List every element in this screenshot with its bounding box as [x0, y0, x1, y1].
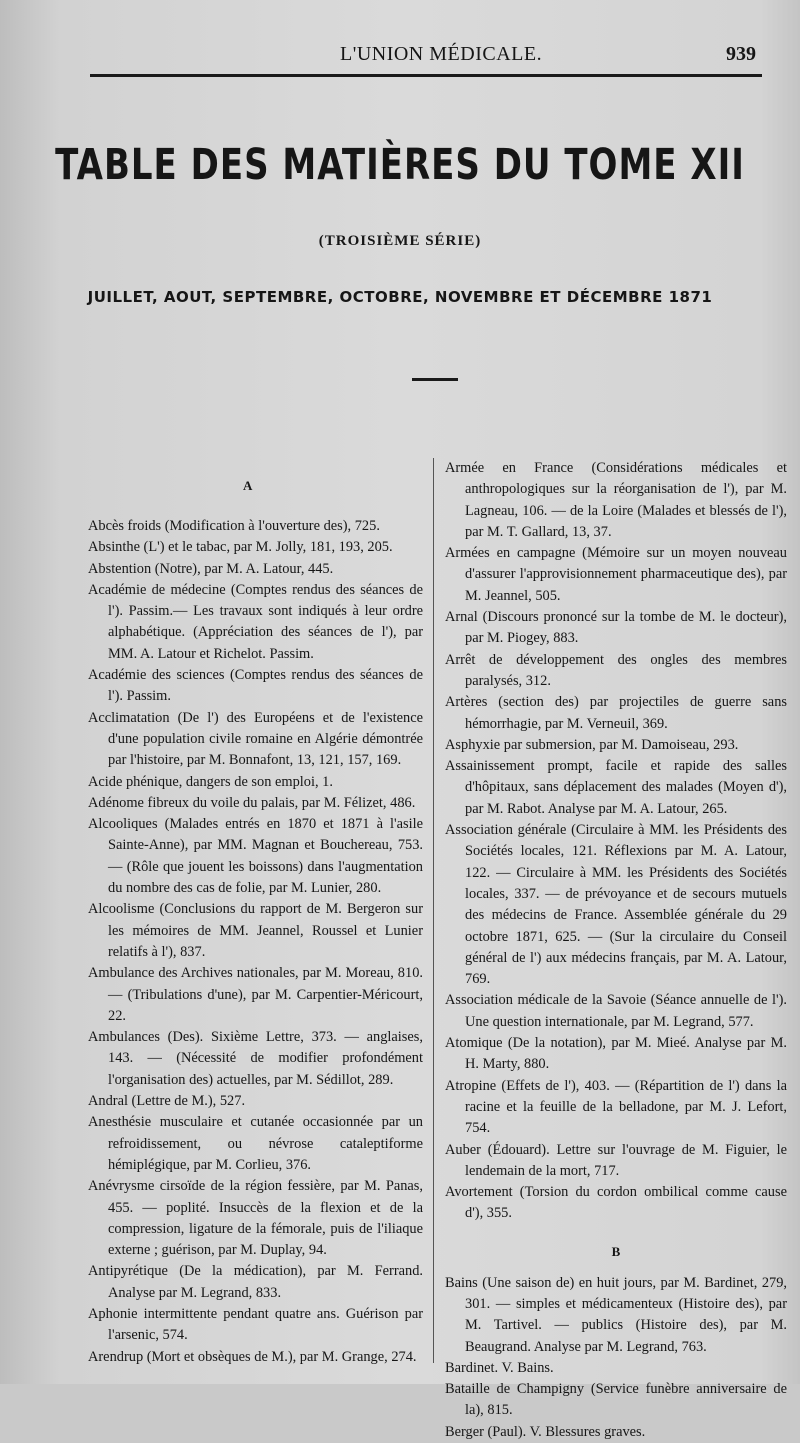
right-entries-b	[445, 1273, 787, 1443]
index-entry: Avortement (Torsion du cordon ombilical comme cause d'), 355.	[445, 1184, 787, 1222]
table-title: TABLE DES MATIÈRES DU TOME XII	[55, 140, 745, 190]
index-entry: Adénome fibreux du voile du palais, par M. Félizet, 486.	[88, 794, 416, 811]
index-entry: Berger (Paul). V. Blessures graves.	[445, 1423, 646, 1440]
index-entry: Absinthe (L') et le tabac, par M. Jolly, 181, 193, 205.	[88, 539, 393, 556]
index-entry: Armées en campagne (Mémoire sur un moyen nouveau d'assurer l'approvisionnement pharmaceutique des), par M. Jeannel, 505.	[445, 545, 787, 604]
index-entry: Alcooliques (Malades entrés en 1870 et 1871 à l'asile Sainte-Anne), par MM. Magnan et Bouchereau, 753. — (Rôle que jouent les boissons) dans l'augmentation du nombre des cas de folie, par M. Lunier, 280.	[88, 816, 423, 897]
index-entry: Arrêt de développement des ongles des membres paralysés, 312.	[445, 651, 787, 689]
title-divider	[412, 378, 458, 381]
index-entry: Acide phénique, dangers de son emploi, 1.	[88, 773, 333, 790]
index-entry: Atropine (Effets de l'), 403. — (Répartition de l') dans la racine et la feuille de la belladone, par M. J. Lefort, 754.	[445, 1077, 787, 1137]
index-entry: Bardinet. V. Bains.	[445, 1359, 554, 1376]
index-entry: Bains (Une saison de) en huit jours, par M. Bardinet, 279, 301. — simples et médicamenteux (Histoire des), par M. Tartivel. — publics (Histoire des), par M. Beaugrand. Analyse par M. Legrand, 763.	[445, 1274, 787, 1355]
right-column	[445, 458, 787, 1443]
index-entry: Association générale (Circulaire à MM. les Présidents des Sociétés locales, 121. Réflexions par M. A. Latour, 122. — Circulaire à MM. les Présidents des Sociétés locales, 337. — de prévoyance et de secours mutuels des médecins de France. Assemblée générale du 29 octobre 1871, 625. — (Sur la circulaire du Conseil général de l') aux médecins français, par M. A. Latour, 769.	[445, 822, 787, 988]
index-entry: Acclimatation (De l') des Européens et de l'existence d'une population civile romaine en Algérie démontrée par l'histoire, par M. Bonnafont, 13, 121, 157, 169.	[88, 709, 423, 769]
index-entry: Anévrysme cirsoïde de la région fessière, par M. Panas, 455. — poplité. Insuccès de la flexion et de la compression, ligature de la fémorale, puis de l'iliaque externe ; guérison, par M. Duplay, 94.	[88, 1178, 423, 1259]
index-entry: Armée en France (Considérations médicales et anthropologiques sur la réorganisation de l'), par M. Lagneau, 106. — de la Loire (Malades et blessés de l'), par M. T. Gallard, 13, 37.	[445, 460, 787, 540]
period-subtitle: JUILLET, AOUT, SEPTEMBRE, OCTOBRE, NOVEMBRE ET DÉCEMBRE 1871	[87, 288, 713, 306]
right-entries-a	[445, 458, 787, 1225]
column-divider	[433, 458, 434, 1363]
index-entry: Abcès froids (Modification à l'ouverture des), 725.	[88, 518, 380, 534]
index-entry: Arendrup (Mort et obsèques de M.), par M. Grange, 274.	[88, 1348, 417, 1365]
index-entry: Académie de médecine (Comptes rendus des séances de l'). Passim.— Les travaux sont indiqués à leur ordre alphabétique. (Appréciation des séances de l'), par MM. A. Latour et Richelot. Passim.	[88, 581, 423, 662]
header-rule	[90, 74, 762, 77]
left-column	[88, 516, 423, 1368]
section-letter-a: A	[243, 478, 253, 493]
page-number: 939	[726, 43, 756, 65]
index-entry: Ambulances (Des). Sixième Lettre, 373. — anglaises, 143. — (Nécessité de modifier profondément l'organisation des) actuelles, par M. Sédillot, 289.	[88, 1029, 423, 1088]
index-entry: Auber (Édouard). Lettre sur l'ouvrage de M. Figuier, le lendemain de la mort, 717.	[445, 1141, 787, 1179]
index-entry: Association médicale de la Savoie (Séance annuelle de l'). Une question internationale, par M. Legrand, 577.	[445, 992, 787, 1030]
index-entry: Arnal (Discours prononcé sur la tombe de M. le docteur), par M. Piogey, 883.	[445, 609, 787, 647]
index-entry: Asphyxie par submersion, par M. Damoiseau, 293.	[445, 736, 739, 753]
index-entry: Académie des sciences (Comptes rendus des séances de l'). Passim.	[88, 667, 423, 705]
index-entry: Alcoolisme (Conclusions du rapport de M. Bergeron sur les mémoires de MM. Jeannel, Roussel et Lunier relatifs à l'), 837.	[88, 901, 423, 960]
index-entry: Artères (section des) par projectiles de guerre sans hémorrhagie, par M. Verneuil, 369.	[445, 694, 787, 732]
index-entry: Antipyrétique (De la médication), par M. Ferrand. Analyse par M. Legrand, 833.	[88, 1263, 423, 1301]
journal-title: L'UNION MÉDICALE.	[340, 43, 543, 65]
section-letter-b: B	[611, 1243, 621, 1259]
index-entry: Bataille de Champigny (Service funèbre anniversaire de la), 815.	[445, 1381, 787, 1419]
index-entry: Abstention (Notre), par M. A. Latour, 445.	[88, 560, 334, 577]
index-entry: Ambulance des Archives nationales, par M. Moreau, 810. — (Tribulations d'une), par M. Carpentier-Méricourt, 22.	[88, 965, 423, 1024]
index-entry: Assainissement prompt, facile et rapide des salles d'hôpitaux, sans déplacement des malades (Moyen d'), par M. Rabot. Analyse par M. A. Latour, 265.	[445, 758, 787, 817]
index-entry: Atomique (De la notation), par M. Mieé. Analyse par M. H. Marty, 880.	[445, 1035, 787, 1073]
index-entry: Anesthésie musculaire et cutanée occasionnée par un refroidissement, ou névrose cataleptiforme hémiplégique, par M. Corlieu, 376.	[88, 1114, 423, 1173]
index-entry: Andral (Lettre de M.), 527.	[88, 1093, 246, 1110]
index-entry: Aphonie intermittente pendant quatre ans. Guérison par l'arsenic, 574.	[88, 1305, 423, 1344]
series-subtitle: (TROISIÈME SÉRIE)	[318, 233, 482, 249]
